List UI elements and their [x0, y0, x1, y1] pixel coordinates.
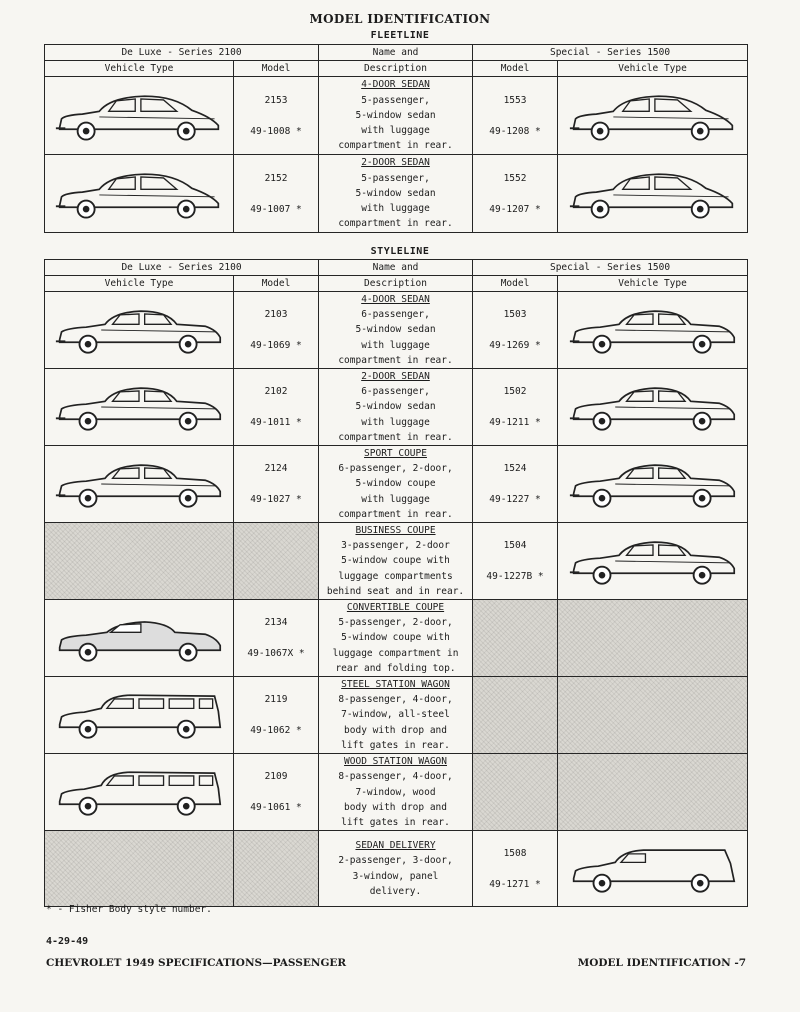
- description-line: body with drop and: [344, 724, 447, 736]
- fisher-number: 49-1008 *: [250, 125, 302, 137]
- description-line: lift gates in rear.: [341, 816, 450, 828]
- body-style-title: CONVERTIBLE COUPE: [346, 602, 445, 614]
- shaded-cell: [45, 523, 234, 600]
- description-line: with luggage: [361, 125, 430, 137]
- description-line: 6-passenger, 2-door,: [338, 463, 453, 475]
- description-line: compartment in rear.: [338, 140, 453, 152]
- station-wagon-icon: [54, 688, 224, 742]
- shaded-cell: [473, 754, 558, 831]
- model-number: 2102: [264, 386, 288, 398]
- car-illustration: [45, 369, 234, 446]
- description: [319, 523, 473, 600]
- fisher-number: 49-1207 *: [489, 203, 541, 215]
- model-number: 2153: [264, 94, 288, 106]
- model-number: 2134: [264, 617, 288, 629]
- table-row: [45, 446, 748, 523]
- body-style-title: BUSINESS COUPE: [355, 525, 436, 537]
- description: [319, 446, 473, 523]
- description-line: rear and folding top.: [335, 662, 456, 674]
- body-style-title: 4-DOOR SEDAN: [361, 79, 430, 91]
- shaded-cell: [473, 677, 558, 754]
- description-line: 6-passenger,: [361, 309, 430, 321]
- model-number: 1552: [503, 172, 527, 184]
- fleetline-table: [44, 44, 748, 233]
- table-row: [45, 292, 748, 369]
- description-line: 2-passenger, 3-door,: [338, 855, 453, 867]
- description-line: with luggage: [361, 339, 430, 351]
- fisher-number: 49-1027 *: [250, 494, 302, 506]
- vehicle-type-header: Vehicle Type: [45, 61, 234, 77]
- description: [319, 754, 473, 831]
- model-number: 1504: [503, 540, 527, 552]
- footer-publication: CHEVROLET 1949 SPECIFICATIONS—PASSENGER: [46, 957, 347, 969]
- car-illustration: [45, 77, 234, 155]
- vehicle-type-header: Vehicle Type: [45, 276, 234, 292]
- coupe-car-icon: [568, 457, 738, 511]
- description-line: compartment in rear.: [338, 218, 453, 230]
- description-line: 5-window sedan: [355, 401, 436, 413]
- vehicle-type-header: Vehicle Type: [558, 61, 748, 77]
- fisher-number: 49-1062 *: [250, 725, 302, 737]
- model-number: 2124: [264, 463, 288, 475]
- sedan-delivery-icon: [568, 842, 738, 896]
- deluxe-series-header: De Luxe - Series 2100: [45, 45, 319, 61]
- description-line: 8-passenger, 4-door,: [338, 771, 453, 783]
- table-row: [45, 754, 748, 831]
- shaded-cell: [558, 677, 748, 754]
- car-illustration: [558, 155, 748, 233]
- car-illustration: [558, 77, 748, 155]
- description: [319, 600, 473, 677]
- car-illustration: [558, 831, 748, 907]
- description: [319, 369, 473, 446]
- description-line: compartment in rear.: [338, 431, 453, 443]
- description-line: compartment in rear.: [338, 354, 453, 366]
- description-line: luggage compartment in: [332, 647, 459, 659]
- description-line: 5-window coupe with: [341, 632, 450, 644]
- description-line: with luggage: [361, 203, 430, 215]
- description-line: with luggage: [361, 493, 430, 505]
- description-line: lift gates in rear.: [341, 739, 450, 751]
- car-illustration: [558, 523, 748, 600]
- description-line: 7-window, all-steel: [341, 709, 450, 721]
- car-illustration: [45, 677, 234, 754]
- fastback-car-icon: [568, 89, 738, 143]
- vehicle-type-header: Vehicle Type: [558, 276, 748, 292]
- fleetline-title: FLEETLINE: [370, 30, 430, 41]
- model-number: 2103: [264, 309, 288, 320]
- table-row: [45, 369, 748, 446]
- model-number: 1502: [503, 386, 527, 398]
- description-line: 5-passenger,: [361, 94, 430, 106]
- description-line: 5-passenger, 2-door,: [338, 617, 453, 629]
- shaded-cell: [234, 831, 319, 907]
- fastback-car-icon: [54, 89, 224, 143]
- car-illustration: [45, 600, 234, 677]
- description-line: 7-window, wood: [355, 786, 436, 798]
- special-series-header: Special - Series 1500: [473, 260, 748, 276]
- shaded-cell: [234, 523, 319, 600]
- shaded-cell: [473, 600, 558, 677]
- description-line: 5-window sedan: [355, 187, 436, 199]
- fisher-number: 49-1227B *: [486, 571, 544, 583]
- description: [319, 831, 473, 907]
- shaded-cell: [558, 754, 748, 831]
- model-header: Model: [473, 276, 558, 292]
- description-line: 3-passenger, 2-door: [341, 540, 450, 552]
- model-number: 1508: [503, 847, 527, 859]
- description-line: 6-passenger,: [361, 386, 430, 398]
- description-line: 5-window sedan: [355, 109, 436, 121]
- styleline-table: [44, 259, 748, 907]
- description-line: behind seat and in rear.: [326, 585, 465, 597]
- table-row: [45, 677, 748, 754]
- model-number: 1553: [503, 94, 527, 106]
- car-illustration: [558, 446, 748, 523]
- table-row: [45, 600, 748, 677]
- description-line: 5-window sedan: [355, 324, 436, 336]
- car-illustration: [558, 292, 748, 369]
- car-illustration: [45, 155, 234, 233]
- shaded-cell: [45, 831, 234, 907]
- description-line: compartment in rear.: [338, 508, 453, 520]
- description-line: 5-window coupe: [355, 478, 436, 490]
- fisher-number: 49-1069 *: [250, 340, 302, 351]
- fisher-number: 49-1211 *: [489, 417, 541, 429]
- body-style-title: 2-DOOR SEDAN: [361, 371, 430, 383]
- description: [319, 77, 473, 155]
- name-header: Name and: [319, 45, 473, 61]
- description-line: with luggage: [361, 416, 430, 428]
- model-header: Model: [234, 61, 319, 77]
- model-number: 2119: [264, 694, 288, 706]
- car-illustration: [45, 446, 234, 523]
- notchback-car-icon: [54, 380, 224, 434]
- table-row: [45, 523, 748, 600]
- fisher-number: 49-1007 *: [250, 203, 302, 215]
- fisher-number: 49-1269 *: [489, 340, 541, 351]
- footnote: * - Fisher Body style number.: [46, 904, 212, 915]
- car-illustration: [558, 369, 748, 446]
- fisher-number: 49-1227 *: [489, 494, 541, 506]
- body-style-title: STEEL STATION WAGON: [341, 679, 450, 691]
- description: [319, 677, 473, 754]
- page-title: MODEL IDENTIFICATION: [309, 12, 491, 26]
- body-style-title: SEDAN DELIVERY: [355, 840, 436, 852]
- notchback-car-icon: [568, 303, 738, 357]
- fisher-number: 49-1067X *: [247, 648, 305, 660]
- description-header: Description: [319, 61, 473, 77]
- coupe-car-icon: [54, 457, 224, 511]
- model-number: 2109: [264, 771, 288, 783]
- table-row: [45, 831, 748, 907]
- model-number: 2152: [264, 172, 288, 184]
- car-illustration: [45, 292, 234, 369]
- description-line: 5-passenger,: [361, 172, 430, 184]
- revision-date: 4-29-49: [46, 936, 89, 947]
- description-line: delivery.: [369, 885, 422, 897]
- styleline-title: STYLELINE: [370, 246, 430, 257]
- table-row: [45, 77, 748, 155]
- notchback-car-icon: [568, 380, 738, 434]
- coupe-car-icon: [568, 534, 738, 588]
- notchback-car-icon: [54, 303, 224, 357]
- description-line: body with drop and: [344, 801, 447, 813]
- deluxe-series-header: De Luxe - Series 2100: [45, 260, 319, 276]
- model-number: 1503: [503, 309, 527, 320]
- fisher-number: 49-1208 *: [489, 125, 541, 137]
- body-style-title: 2-DOOR SEDAN: [361, 157, 430, 169]
- description: [319, 292, 473, 369]
- fastback-car-icon: [54, 167, 224, 221]
- fisher-number: 49-1011 *: [250, 417, 302, 429]
- name-header: Name and: [319, 260, 473, 276]
- description-line: 5-window coupe with: [341, 555, 450, 567]
- fisher-number: 49-1271 *: [489, 878, 541, 890]
- description-line: 3-window, panel: [352, 870, 439, 882]
- body-style-title: WOOD STATION WAGON: [344, 756, 447, 768]
- footer-page-label: MODEL IDENTIFICATION -7: [577, 957, 746, 969]
- description-line: luggage compartments: [338, 570, 453, 582]
- description: [319, 155, 473, 233]
- car-illustration: [45, 754, 234, 831]
- special-series-header: Special - Series 1500: [473, 45, 748, 61]
- fastback-car-icon: [568, 167, 738, 221]
- description-line: 8-passenger, 4-door,: [338, 694, 453, 706]
- shaded-cell: [558, 600, 748, 677]
- model-header: Model: [234, 276, 319, 292]
- station-wagon-icon: [54, 765, 224, 819]
- body-style-title: SPORT COUPE: [364, 448, 427, 460]
- table-row: [45, 155, 748, 233]
- description-header: Description: [319, 276, 473, 292]
- body-style-title: 4-DOOR SEDAN: [361, 294, 430, 305]
- convertible-car-icon: [54, 611, 224, 665]
- fisher-number: 49-1061 *: [250, 802, 302, 814]
- model-header: Model: [473, 61, 558, 77]
- model-number: 1524: [503, 463, 527, 475]
